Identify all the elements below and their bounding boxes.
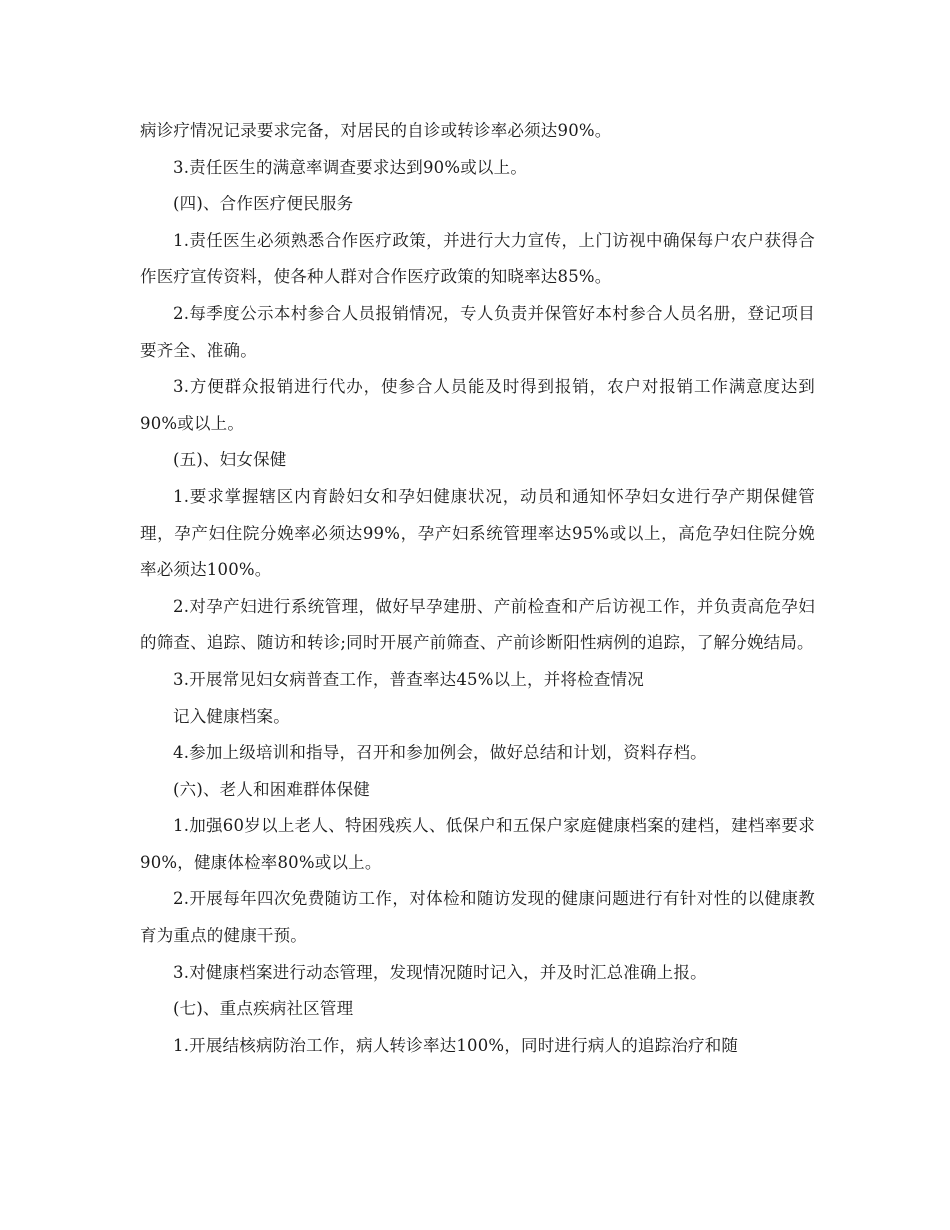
paragraph: 2.对孕产妇进行系统管理，做好早孕建册、产前检查和产后访视工作，并负责高危孕妇的筛查、追踪、随访和转诊;同时开展产前筛查、产前诊断阳性病例的追踪，了解分娩结局。: [140, 596, 815, 653]
paragraph: 1.开展结核病防治工作，病人转诊率达100%，同时进行病人的追踪治疗和随: [173, 1035, 739, 1055]
paragraph: (四)、合作医疗便民服务: [173, 194, 354, 214]
paragraph: 3.对健康档案进行动态管理，发现情况随时记入，并及时汇总准确上报。: [173, 962, 707, 982]
paragraph: (五)、妇女保健: [173, 450, 287, 470]
paragraph: 3.方便群众报销进行代办，使参合人员能及时得到报销，农户对报销工作满意度达到90%或以上。: [140, 377, 815, 433]
paragraph: (六)、老人和困难群体保健: [173, 779, 370, 799]
paragraph: (七)、重点疾病社区管理: [173, 999, 354, 1019]
document-body: [140, 113, 815, 1064]
paragraph: 1.加强60岁以上老人、特困残疾人、低保户和五保户家庭健康档案的建档，建档率要求90%，健康体检率80%或以上。: [140, 816, 815, 872]
paragraph: 1.责任医生必须熟悉合作医疗政策，并进行大力宣传，上门访视中确保每户农户获得合作医疗宣传资料，使各种人群对合作医疗政策的知晓率达85%。: [140, 230, 815, 287]
paragraph: 2.每季度公示本村参合人员报销情况，专人负责并保管好本村参合人员名册，登记项目要齐全、准确。: [140, 303, 815, 360]
paragraph: 3.开展常见妇女病普查工作，普查率达45%以上，并将检查情况: [173, 669, 644, 689]
paragraph: 记入健康档案。: [173, 706, 290, 726]
paragraph: 3.责任医生的满意率调查要求达到90%或以上。: [173, 157, 528, 177]
paragraph: 1.要求掌握辖区内育龄妇女和孕妇健康状况，动员和通知怀孕妇女进行孕产期保健管理，孕产妇住院分娩率必须达99%，孕产妇系统管理率达95%或以上，高危孕妇住院分娩率必须达100%。: [140, 486, 815, 580]
paragraph: 4.参加上级培训和指导，召开和参加例会，做好总结和计划，资料存档。: [173, 743, 707, 763]
paragraph: 2.开展每年四次免费随访工作，对体检和随访发现的健康问题进行有针对性的以健康教育为重点的健康干预。: [140, 889, 815, 946]
paragraph: 病诊疗情况记录要求完备，对居民的自诊或转诊率必须达90%。: [140, 121, 612, 140]
